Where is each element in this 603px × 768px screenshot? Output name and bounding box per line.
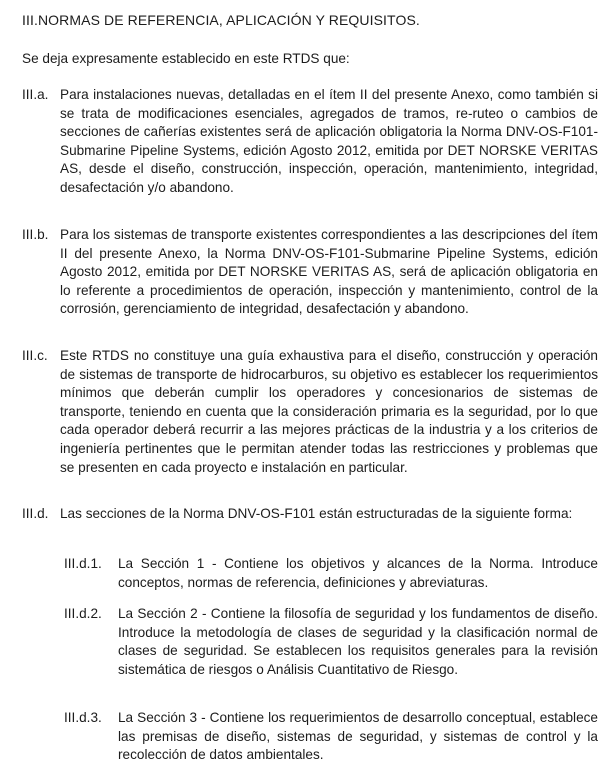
clause-iii-b bbox=[22, 226, 598, 319]
clause-iii-d bbox=[22, 505, 598, 524]
section-heading: III.NORMAS DE REFERENCIA, APLICACIÓN Y REQUISITOS. bbox=[22, 12, 420, 28]
clause-iii-c bbox=[22, 347, 598, 477]
clause-label: III.c. bbox=[22, 348, 48, 363]
subclause-label: III.d.3. bbox=[64, 710, 102, 725]
subclause-text: La Sección 3 - Contiene los requerimientos de desarrollo conceptual, establece las premisas de diseño, sistemas de seguridad, y sistemas de control y la recolección de datos ambientales. bbox=[118, 710, 598, 763]
subclause-label: III.d.1. bbox=[64, 556, 102, 571]
clause-label: III.b. bbox=[22, 227, 49, 242]
subclause-label: III.d.2. bbox=[64, 606, 102, 621]
subclause-iii-d-3 bbox=[64, 709, 598, 765]
subclause-iii-d-1 bbox=[64, 555, 598, 592]
subclause-text: La Sección 1 - Contiene los objetivos y alcances de la Norma. Introduce conceptos, normas de referencia, definiciones y abreviaturas. bbox=[118, 556, 598, 590]
clause-text: Este RTDS no constituye una guía exhaustiva para el diseño, construcción y operación de sistemas de transporte de hidrocarburos, su objetivo es establecer los requerimientos mínimos que deberán cumplir los operadores y concesionarios de sistemas de transporte, teniendo en cuenta que la consideración primaria es la seguridad, por lo que cada operador deberá recurrir a las mejores prácticas de la industria y a los criterios de ingeniería pertinentes que le permitan atender todas las restricciones y problemas que se presenten en cada proyecto e instalación en particular. bbox=[60, 348, 598, 475]
subclause-iii-d-2 bbox=[64, 605, 598, 679]
clause-text: Para los sistemas de transporte existentes correspondientes a las descripciones del ítem II del presente Anexo, la Norma DNV-OS-F101-Submarine Pipeline Systems, edición Agosto 2012, emitida por DET NORSKE VERITAS AS, será de aplicación obligatoria en lo referente a procedimientos de operación, inspección y mantenimiento, control de la corrosión, gerenciamiento de integridad, desafectación y abandono. bbox=[60, 227, 598, 317]
clause-text: Para instalaciones nuevas, detalladas en el ítem II del presente Anexo, como también si se trata de modificaciones esenciales, agregados de tramos, re-ruteo o cambios de secciones de cañerías existentes será de aplicación obligatoria la Norma DNV-OS-F101-Submarine Pipeline Systems, edición Agosto 2012, emitida por DET NORSKE VERITAS AS, desde el diseño, construcción, inspección, operación, mantenimiento, integridad, desafectación y/o abandono. bbox=[60, 87, 598, 195]
clause-iii-a bbox=[22, 86, 598, 198]
intro-paragraph: Se deja expresamente establecido en este RTDS que: bbox=[22, 51, 350, 66]
subclause-text: La Sección 2 - Contiene la filosofía de seguridad y los fundamentos de diseño. Introduce la metodología de clases de seguridad y la clasificación normal de clases de seguridad. Se establecen los requisitos generales para la revisión sistemática de riesgos o Análisis Cuantitativo de Riesgo. bbox=[118, 606, 598, 677]
clause-text: Las secciones de la Norma DNV-OS-F101 están estructuradas de la siguiente forma: bbox=[60, 506, 573, 521]
clause-label: III.d. bbox=[22, 506, 49, 521]
clause-label: III.a. bbox=[22, 87, 49, 102]
